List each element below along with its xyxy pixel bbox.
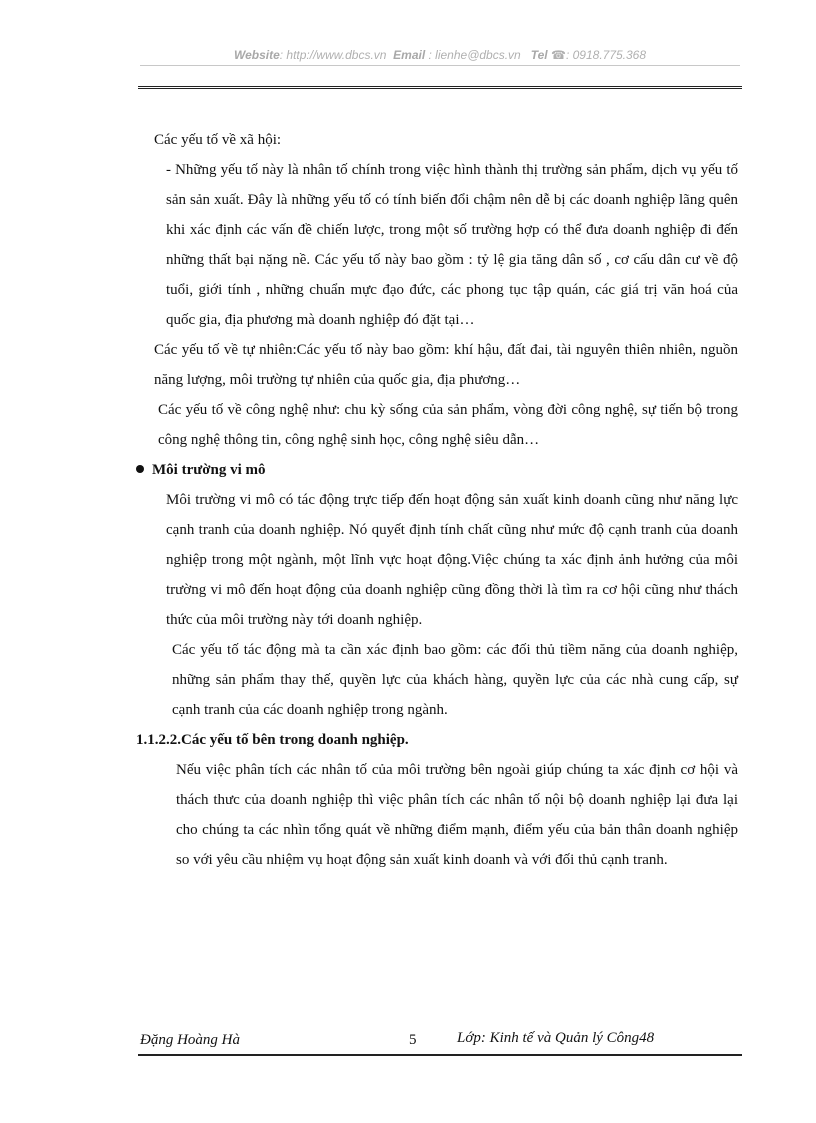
bullet-heading-text: Môi trường vi mô [152, 462, 266, 478]
footer-author: Đặng Hoàng Hà [140, 1032, 240, 1048]
site-header [140, 48, 740, 62]
paragraph-technology-factors: Các yếu tố về công nghệ như: chu kỳ sống của sản phẩm, vòng đời công nghệ, sự tiến bộ trong công nghệ thông tin, công nghệ sinh học, công nghệ siêu dẫn… [158, 402, 738, 448]
bullet-icon [136, 465, 144, 473]
section-heading: 1.1.2.2.Các yếu tố bên trong doanh nghiệp. [136, 732, 409, 748]
email-label: Email [393, 48, 426, 62]
tel-value: : 0918.775.368 [565, 48, 647, 62]
bullet-heading-micro [136, 455, 738, 485]
paragraph-impact-factors: Các yếu tố tác động mà ta cần xác định bao gồm: các đối thủ tiềm năng của doanh nghiệp, những sản phẩm thay thế, quyền lực của khách hàng, quyền lực của các nhà cung cấp, sự cạnh tranh của các doanh nghiệp trong ngành. [172, 642, 738, 718]
footer-page-number: 5 [409, 1032, 417, 1048]
paragraph-internal-factors: Nếu việc phân tích các nhân tố của môi trường bên ngoài giúp chúng ta xác định cơ hội và thách thưc của doanh nghiệp thì việc phân tích các nhân tố nội bộ doanh nghiệp lại đưa lại cho chúng ta các nhìn tổng quát về những điểm mạnh, điểm yếu của bản thân doanh nghiệp so với yêu cầu nhiệm vụ hoạt động sản xuất kinh doanh và với đối thủ cạnh tranh. [176, 762, 738, 868]
paragraph-social-title: Các yếu tố về xã hội: [154, 132, 282, 148]
website-label: Website [233, 48, 280, 62]
email-value: : lienhe@dbcs.vn [428, 48, 521, 62]
phone-icon: ☎ [551, 48, 566, 62]
website-value: : http://www.dbcs.vn [279, 48, 387, 62]
footer-rule [138, 1054, 742, 1056]
header-rule-thin [140, 65, 740, 66]
paragraph-social-factors: - Những yếu tố này là nhân tố chính trong việc hình thành thị trường sản phẩm, dịch vụ yếu tố sản sản xuất. Đây là những yếu tố có tính biến đổi chậm nên dễ bị các doanh nghiệp lãng quên khi xác định các vấn đề chiến lược, trong một số trường hợp có thể đưa doanh nghiệp đi đến những thất bại nặng nề. Các yếu tố này bao gồm : tỷ lệ gia tăng dân số , cơ cấu dân cư về độ tuổi, giới tính , những chuẩn mực đạo đức, các phong tục tập quán, các giá trị văn hoá của quốc gia, địa phương mà doanh nghiệp đó đặt tại… [166, 162, 738, 328]
tel-label: Tel [530, 48, 548, 62]
paragraph-micro-environment: Môi trường vi mô có tác động trực tiếp đến hoạt động sản xuất kinh doanh cũng như năng lực cạnh tranh của doanh nghiệp. Nó quyết định tính chất cũng như mức độ cạnh tranh của doanh nghiệp trong một ngành, một lĩnh vực hoạt động.Việc chúng ta xác định ảnh hưởng của môi trường vi mô đến hoạt động của doanh nghiệp cũng đồng thời là tìm ra cơ hội cũng như thách thức của môi trường này tới doanh nghiệp. [166, 492, 738, 628]
page-body [136, 125, 738, 875]
footer-class: Lớp: Kinh tế và Quản lý Công48 [457, 1030, 655, 1046]
paragraph-natural-factors: Các yếu tố về tự nhiên:Các yếu tố này bao gồm: khí hậu, đất đai, tài nguyên thiên nhiên, nguồn năng lượng, môi trường tự nhiên của quốc gia, địa phương… [154, 342, 738, 388]
header-rule-thick [138, 86, 742, 89]
